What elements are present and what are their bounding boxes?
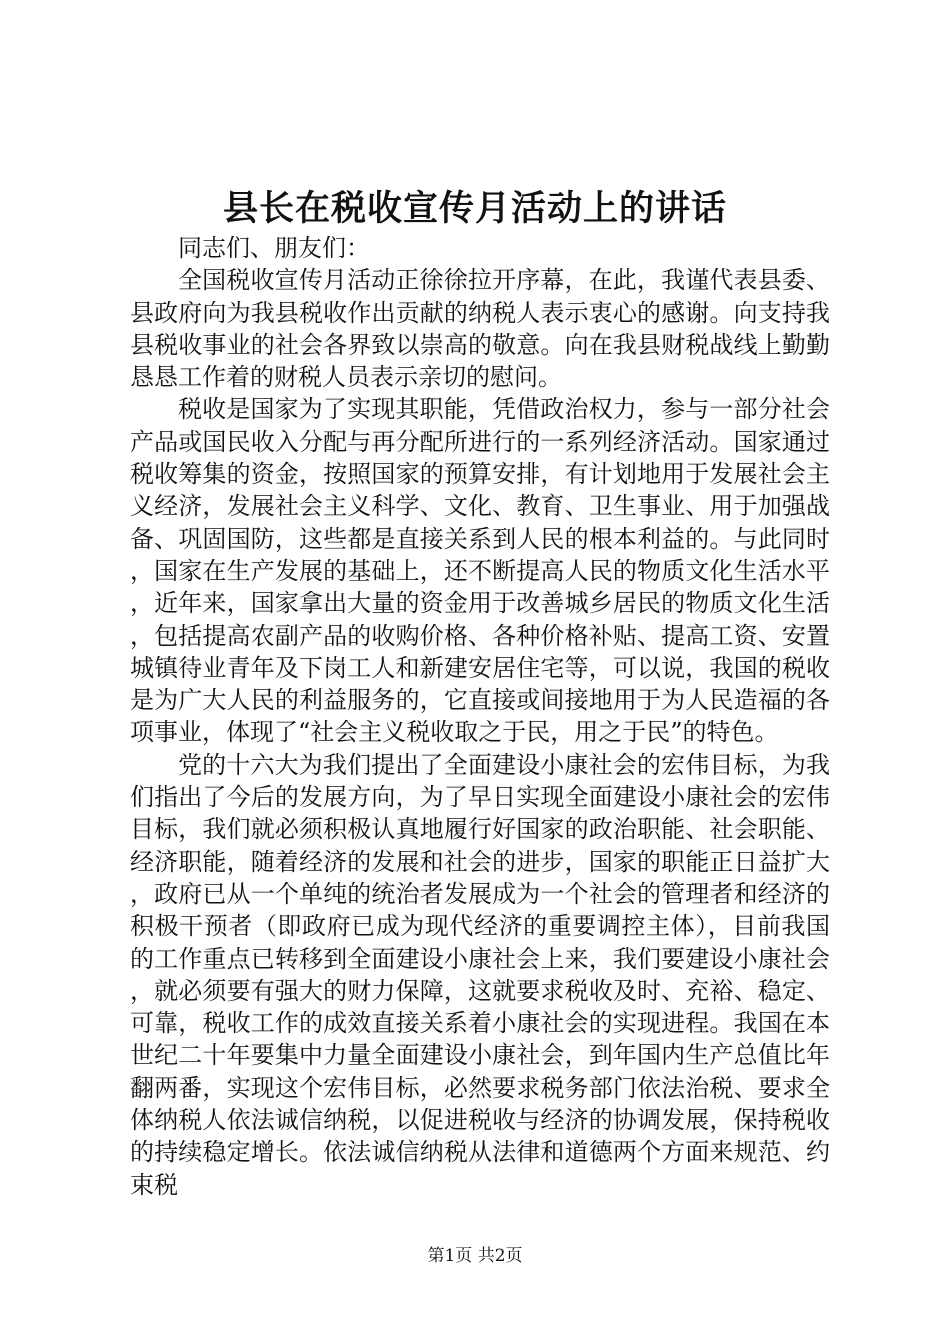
body-paragraph: 全国税收宣传月活动正徐徐拉开序幕，在此，我谨代表县委、县政府向为我县税收作出贡献的纳税人表示衷心的感谢。向支持我县税收事业的社会各界致以崇高的敬意。向在我县财税战线上勤勤恳恳工作着的财税人员表示亲切的慰问。 <box>130 266 830 392</box>
document-title: 县长在税收宣传月活动上的讲话 <box>222 188 727 229</box>
document-body <box>130 232 830 1201</box>
salutation-paragraph: 同志们、朋友们： <box>178 234 370 262</box>
body-paragraph: 税收是国家为了实现其职能，凭借政治权力，参与一部分社会产品或国民收入分配与再分配所进行的一系列经济活动。国家通过税收筹集的资金，按照国家的预算安排，有计划地用于发展社会主义经济，发展社会主义科学、文化、教育、卫生事业、用于加强战备、巩固国防，这些都是直接关系到人民的根本利益的。与此同时，国家在生产发展的基础上，还不断提高人民的物质文化生活水平，近年来，国家拿出大量的资金用于改善城乡居民的物质文化生活，包括提高农副产品的收购价格、各种价格补贴、提高工资、安置城镇待业青年及下岗工人和新建安居住宅等，可以说，我国的税收是为广大人民的利益服务的，它直接或间接地用于为人民造福的各项事业，体现了“社会主义税收取之于民，用之于民”的特色。 <box>130 395 830 747</box>
page-footer: 第1页 共2页 <box>427 1246 523 1266</box>
body-paragraph: 党的十六大为我们提出了全面建设小康社会的宏伟目标，为我们指出了今后的发展方向，为了早日实现全面建设小康社会的宏伟目标，我们就必须积极认真地履行好国家的政治职能、社会职能、经济职能，随着经济的发展和社会的进步，国家的职能正日益扩大，政府已从一个单纯的统治者发展成为一个社会的管理者和经济的积极干预者（即政府已成为现代经济的重要调控主体），目前我国的工作重点已转移到全面建设小康社会上来，我们要建设小康社会，就必须要有强大的财力保障，这就要求税收及时、充裕、稳定、可靠，税收工作的成效直接关系着小康社会的实现进程。我国在本世纪二十年要集中力量全面建设小康社会，到年国内生产总值比年翻两番，实现这个宏伟目标，必然要求税务部门依法治税、要求全体纳税人依法诚信纳税，以促进税收与经济的协调发展，保持税收的持续稳定增长。依法诚信纳税从法律和道德两个方面来规范、约束税 <box>130 750 830 1199</box>
